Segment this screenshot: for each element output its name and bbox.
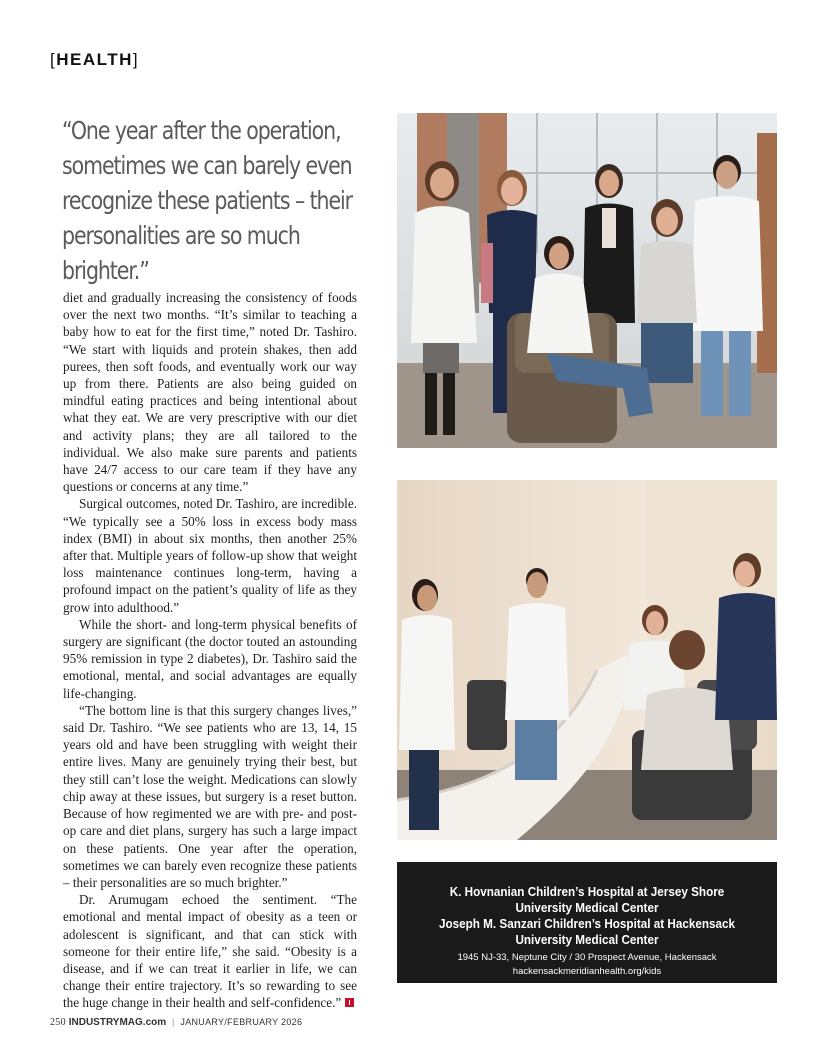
article-paragraph: While the short- and long-term physical benefits of surgery are significant (the doctor touted an astounding 95% remission in type 2 diabetes), Dr. Tashiro said the emotional, mental, and social advantages are equally life-changing. xyxy=(63,616,357,701)
issue-date: JANUARY/FEBRUARY 2026 xyxy=(180,1017,303,1027)
hospital-address: 1945 NJ-33, Neptune City / 30 Prospect Avenue, Hackensack xyxy=(457,952,717,963)
page-number: 250 xyxy=(50,1017,66,1028)
section-bracket-close: ] xyxy=(132,50,140,69)
conference-room-photo xyxy=(397,480,777,840)
section-tag xyxy=(50,50,139,70)
article-paragraph-text: Dr. Arumugam echoed the sentiment. “The emotional and mental impact of obesity as a teen or adolescent is significant, and that can stick with someone for their entire life,” she said. “Obesity is a disease, and if we can treat it earlier in life, we can change their entire trajectory. It’s so rewarding to see the huge change in their health and self-confidence.” xyxy=(63,892,357,1011)
hospital-info-box xyxy=(397,862,777,983)
article-paragraph: Surgical outcomes, noted Dr. Tashiro, are incredible. “We typically see a 50% loss in excess body mass index (BMI) in about six months, then another 25% after that. Multiple years of follow-up show that weight loss maintenance continues long-term, having a profound impact on the patient’s quality of life as they grow into adulthood.” xyxy=(63,496,357,615)
article-paragraph: diet and gradually increasing the consistency of foods over the next two months. “It’s similar to teaching a baby how to eat for the first time,” noted Dr. Tashiro. “We start with liquids and protein shakes, then add purees, then soft foods, and eventually work our way up from there. Patients are also being guided on mindful eating practices and being intentional about what they eat. We are very prescriptive with our diet and activity plans; they are all tailored to the individual. We also make sure parents and patients have 24/7 access to our care team if they have any questions or concerns at any time.” xyxy=(63,290,357,495)
article-paragraph-last xyxy=(63,891,357,1011)
article-body xyxy=(63,289,357,1012)
page-footer xyxy=(50,1017,302,1028)
magazine-name: INDUSTRYMAG.com xyxy=(68,1017,167,1028)
footer-separator: | xyxy=(171,1017,175,1027)
team-group-photo xyxy=(397,113,777,448)
end-mark-icon xyxy=(345,998,354,1007)
team-group-photo-image xyxy=(397,113,777,448)
conference-room-photo-image xyxy=(397,480,777,840)
pull-quote: “One year after the operation, sometimes we can barely even recognize these patients – their personalities are so much brighter.” xyxy=(62,116,353,285)
section-bracket-open: [ xyxy=(50,50,57,69)
hospital-name-1: K. Hovnanian Children’s Hospital at Jersey Shore University Medical Center xyxy=(449,884,725,915)
article-paragraph: “The bottom line is that this surgery changes lives,” said Dr. Tashiro. “We see patients who are 13, 14, 15 years old and have been struggling with weight their entire lives. Many are genuinely trying their best, but they still can’t lose the weight. Medications can slowly chip away at these issues, but surgery is a reset button. Because of how regimented we are with pre- and post-op care and diet plans, surgery has such a large impact on these patients. One year after the operation, sometimes we can barely even recognize these patients – their personalities are so much brighter.” xyxy=(63,702,357,890)
hospital-url[interactable]: hackensackmeridianhealth.org/kids xyxy=(512,966,662,977)
section-label: HEALTH xyxy=(56,50,133,69)
hospital-name-2: Joseph M. Sanzari Children’s Hospital at Hackensack University Medical Center xyxy=(438,916,736,947)
